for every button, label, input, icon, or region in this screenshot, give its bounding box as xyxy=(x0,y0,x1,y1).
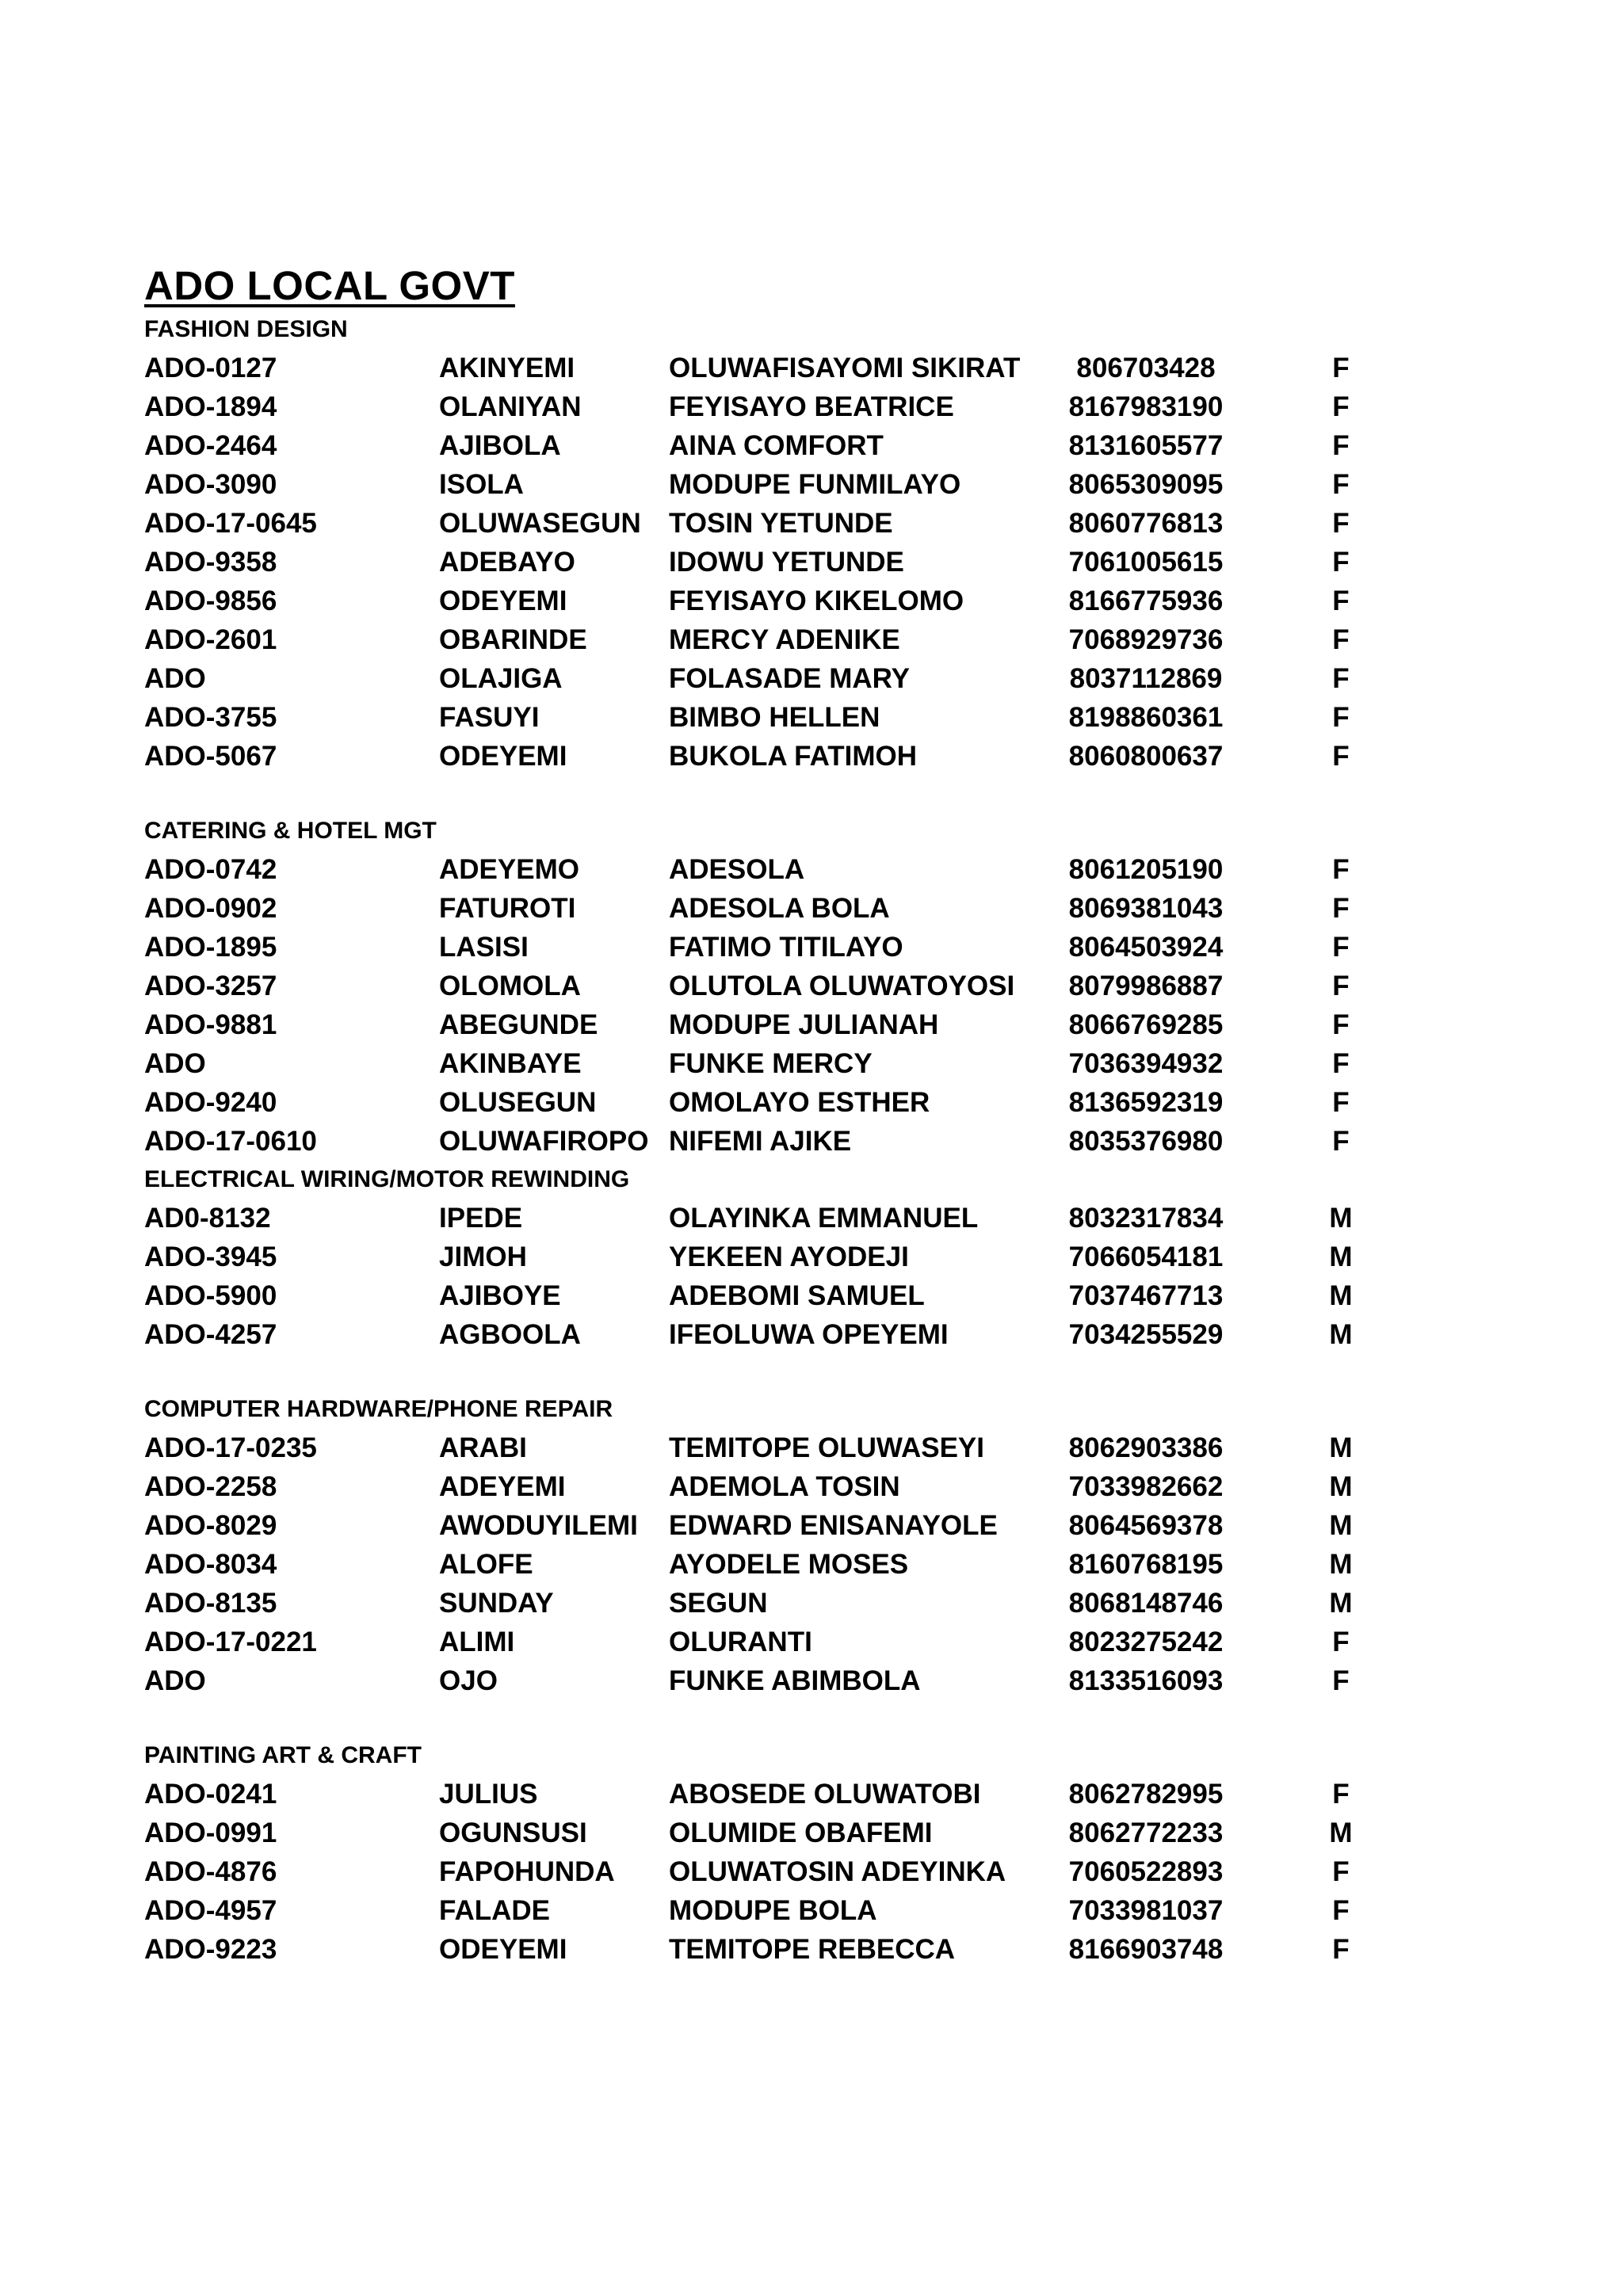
sex: F xyxy=(1332,585,1350,616)
table-row xyxy=(144,967,1381,1005)
surname: ARABI xyxy=(439,1432,527,1463)
other-names: MODUPE BOLA xyxy=(669,1895,877,1926)
surname: FASUYI xyxy=(439,702,540,733)
sex: F xyxy=(1332,1934,1350,1965)
other-names: ABOSEDE OLUWATOBI xyxy=(669,1779,981,1810)
registration-id: ADO-2258 xyxy=(144,1471,277,1502)
table-row xyxy=(144,543,1381,582)
table-row xyxy=(144,889,1381,928)
phone-number: 8032317834 xyxy=(1068,1203,1224,1234)
surname: SUNDAY xyxy=(439,1588,554,1619)
phone-number: 8062772233 xyxy=(1068,1817,1224,1848)
registration-id: ADO-17-0221 xyxy=(144,1627,317,1657)
registration-id: ADO-8135 xyxy=(144,1588,277,1619)
table-row xyxy=(144,1428,1381,1467)
phone-number: 8023275242 xyxy=(1068,1627,1224,1657)
table-row xyxy=(144,1005,1381,1044)
surname: ALIMI xyxy=(439,1627,515,1657)
phone-number: 8198860361 xyxy=(1068,702,1224,733)
other-names: MERCY ADENIKE xyxy=(669,624,900,655)
phone-number: 7033981037 xyxy=(1068,1895,1224,1926)
surname: AKINYEMI xyxy=(439,353,575,383)
document xyxy=(144,261,1381,1969)
table-row xyxy=(144,426,1381,465)
other-names: AINA COMFORT xyxy=(669,430,884,461)
sex: F xyxy=(1332,932,1350,963)
other-names: FOLASADE MARY xyxy=(669,663,910,694)
phone-number: 8160768195 xyxy=(1068,1549,1224,1580)
registration-id: ADO-1894 xyxy=(144,391,277,422)
other-names: IDOWU YETUNDE xyxy=(669,547,904,578)
other-names: OLAYINKA EMMANUEL xyxy=(669,1203,979,1234)
registration-id: ADO-17-0235 xyxy=(144,1432,317,1463)
registration-id: ADO-4257 xyxy=(144,1319,277,1350)
other-names: MODUPE JULIANAH xyxy=(669,1009,939,1040)
sex: F xyxy=(1332,1665,1350,1696)
registration-id: ADO-17-0610 xyxy=(144,1126,317,1157)
other-names: MODUPE FUNMILAYO xyxy=(669,469,961,500)
surname: ADEYEMO xyxy=(439,854,579,885)
table-row xyxy=(144,1122,1381,1161)
registration-id: ADO-5067 xyxy=(144,741,277,772)
other-names: SEGUN xyxy=(669,1588,768,1619)
surname: AKINBAYE xyxy=(439,1048,582,1079)
registration-id: ADO-17-0645 xyxy=(144,508,317,539)
registration-id: ADO-8034 xyxy=(144,1549,277,1580)
sections-container xyxy=(144,311,1381,1969)
sex: M xyxy=(1329,1549,1353,1580)
other-names: BIMBO HELLEN xyxy=(669,702,880,733)
section-title: CATERING & HOTEL MGT xyxy=(144,818,437,844)
sex: F xyxy=(1332,1779,1350,1810)
surname: OLUWAFIROPO xyxy=(439,1126,649,1157)
surname: IPEDE xyxy=(439,1203,523,1234)
sex: M xyxy=(1329,1432,1353,1463)
phone-number: 8079986887 xyxy=(1068,971,1224,1001)
surname: FATUROTI xyxy=(439,893,576,924)
sex: F xyxy=(1332,854,1350,885)
surname: OGUNSUSI xyxy=(439,1817,587,1848)
registration-id: ADO xyxy=(144,1048,206,1079)
sex: F xyxy=(1332,1627,1350,1657)
sex: F xyxy=(1332,391,1350,422)
phone-number: 806703428 xyxy=(1076,353,1216,383)
table-row xyxy=(144,1584,1381,1623)
sex: F xyxy=(1332,508,1350,539)
phone-number: 7036394932 xyxy=(1068,1048,1224,1079)
phone-number: 8133516093 xyxy=(1068,1665,1224,1696)
section-title: ELECTRICAL WIRING/MOTOR REWINDING xyxy=(144,1166,630,1192)
other-names: FEYISAYO BEATRICE xyxy=(669,391,954,422)
surname: ADEBAYO xyxy=(439,547,575,578)
registration-id: ADO-2464 xyxy=(144,430,277,461)
sex: M xyxy=(1329,1588,1353,1619)
sex: F xyxy=(1332,547,1350,578)
table-row xyxy=(144,1775,1381,1814)
phone-number: 7068929736 xyxy=(1068,624,1224,655)
sex: F xyxy=(1332,1856,1350,1887)
other-names: OMOLAYO ESTHER xyxy=(669,1087,930,1118)
other-names: TOSIN YETUNDE xyxy=(669,508,893,539)
other-names: OLURANTI xyxy=(669,1627,812,1657)
section xyxy=(144,1161,1381,1354)
phone-number: 8035376980 xyxy=(1068,1126,1224,1157)
surname: OBARINDE xyxy=(439,624,587,655)
sex: F xyxy=(1332,971,1350,1001)
registration-id: ADO-0991 xyxy=(144,1817,277,1848)
registration-id: ADO xyxy=(144,1665,206,1696)
registration-id: ADO-4957 xyxy=(144,1895,277,1926)
table-row xyxy=(144,349,1381,387)
registration-id: ADO-9240 xyxy=(144,1087,277,1118)
other-names: FUNKE ABIMBOLA xyxy=(669,1665,921,1696)
section-spacer xyxy=(144,1354,1381,1390)
phone-number: 7034255529 xyxy=(1068,1319,1224,1350)
registration-id: AD0-8132 xyxy=(144,1203,271,1234)
surname: AJIBOLA xyxy=(439,430,561,461)
surname: ODEYEMI xyxy=(439,585,567,616)
registration-id: ADO-4876 xyxy=(144,1856,277,1887)
table-row xyxy=(144,1506,1381,1545)
sex: F xyxy=(1332,893,1350,924)
other-names: BUKOLA FATIMOH xyxy=(669,741,918,772)
phone-number: 8069381043 xyxy=(1068,893,1224,924)
phone-number: 8064569378 xyxy=(1068,1510,1224,1541)
other-names: IFEOLUWA OPEYEMI xyxy=(669,1319,949,1350)
phone-number: 8064503924 xyxy=(1068,932,1224,963)
surname: OLUSEGUN xyxy=(439,1087,597,1118)
table-row xyxy=(144,465,1381,504)
other-names: OLUMIDE OBAFEMI xyxy=(669,1817,933,1848)
sex: F xyxy=(1332,1087,1350,1118)
phone-number: 8131605577 xyxy=(1068,430,1224,461)
sex: M xyxy=(1329,1280,1353,1311)
phone-number: 8060800637 xyxy=(1068,741,1224,772)
surname: OLAJIGA xyxy=(439,663,563,694)
table-row xyxy=(144,1238,1381,1276)
surname: ADEYEMI xyxy=(439,1471,566,1502)
table-row xyxy=(144,1276,1381,1315)
surname: OJO xyxy=(439,1665,498,1696)
section-spacer xyxy=(144,1700,1381,1737)
surname: LASISI xyxy=(439,932,529,963)
sex: F xyxy=(1332,1009,1350,1040)
surname: FAPOHUNDA xyxy=(439,1856,615,1887)
section xyxy=(144,812,1381,1161)
registration-id: ADO xyxy=(144,663,206,694)
table-row xyxy=(144,1199,1381,1238)
table-row xyxy=(144,1315,1381,1354)
surname: AJIBOYE xyxy=(439,1280,561,1311)
registration-id: ADO-9358 xyxy=(144,547,277,578)
phone-number: 8037112869 xyxy=(1069,663,1223,694)
phone-number: 8166775936 xyxy=(1068,585,1224,616)
phone-number: 7037467713 xyxy=(1068,1280,1224,1311)
sex: F xyxy=(1332,663,1350,694)
surname: AGBOOLA xyxy=(439,1319,581,1350)
phone-number: 8060776813 xyxy=(1068,508,1224,539)
sex: F xyxy=(1332,430,1350,461)
other-names: OLUTOLA OLUWATOYOSI xyxy=(669,971,1015,1001)
sex: M xyxy=(1329,1319,1353,1350)
sex: F xyxy=(1332,353,1350,383)
sex: M xyxy=(1329,1241,1353,1272)
section-title: COMPUTER HARDWARE/PHONE REPAIR xyxy=(144,1396,613,1422)
section xyxy=(144,1390,1381,1700)
surname: AWODUYILEMI xyxy=(439,1510,638,1541)
sex: F xyxy=(1332,469,1350,500)
table-row xyxy=(144,1623,1381,1661)
registration-id: ADO-0127 xyxy=(144,353,277,383)
table-row xyxy=(144,1891,1381,1930)
page-title: ADO LOCAL GOVT xyxy=(144,263,515,308)
registration-id: ADO-0241 xyxy=(144,1779,277,1810)
registration-id: ADO-0742 xyxy=(144,854,277,885)
phone-number: 7060522893 xyxy=(1068,1856,1224,1887)
other-names: ADEMOLA TOSIN xyxy=(669,1471,900,1502)
registration-id: ADO-3257 xyxy=(144,971,277,1001)
table-row xyxy=(144,1930,1381,1969)
table-row xyxy=(144,1044,1381,1083)
table-row xyxy=(144,698,1381,737)
registration-id: ADO-8029 xyxy=(144,1510,277,1541)
section xyxy=(144,311,1381,776)
surname: JIMOH xyxy=(439,1241,527,1272)
other-names: ADEBOMI SAMUEL xyxy=(669,1280,925,1311)
table-row xyxy=(144,1814,1381,1852)
phone-number: 8166903748 xyxy=(1068,1934,1224,1965)
surname: OLANIYAN xyxy=(439,391,582,422)
registration-id: ADO-5900 xyxy=(144,1280,277,1311)
sex: F xyxy=(1332,702,1350,733)
surname: JULIUS xyxy=(439,1779,538,1810)
section-title: PAINTING ART & CRAFT xyxy=(144,1742,422,1768)
sex: M xyxy=(1329,1817,1353,1848)
table-row xyxy=(144,737,1381,776)
phone-number: 7061005615 xyxy=(1068,547,1224,578)
table-row xyxy=(144,1467,1381,1506)
phone-number: 8062903386 xyxy=(1068,1432,1224,1463)
registration-id: ADO-9881 xyxy=(144,1009,277,1040)
sex: F xyxy=(1332,624,1350,655)
phone-number: 8136592319 xyxy=(1068,1087,1224,1118)
surname: ISOLA xyxy=(439,469,524,500)
other-names: OLUWATOSIN ADEYINKA xyxy=(669,1856,1006,1887)
other-names: OLUWAFISAYOMI SIKIRAT xyxy=(669,353,1021,383)
other-names: FUNKE MERCY xyxy=(669,1048,873,1079)
other-names: TEMITOPE REBECCA xyxy=(669,1934,956,1965)
other-names: TEMITOPE OLUWASEYI xyxy=(669,1432,985,1463)
registration-id: ADO-2601 xyxy=(144,624,277,655)
sex: F xyxy=(1332,1048,1350,1079)
phone-number: 7066054181 xyxy=(1068,1241,1224,1272)
surname: ABEGUNDE xyxy=(439,1009,598,1040)
surname: ODEYEMI xyxy=(439,1934,567,1965)
sex: F xyxy=(1332,741,1350,772)
surname: ALOFE xyxy=(439,1549,533,1580)
registration-id: ADO-3945 xyxy=(144,1241,277,1272)
table-row xyxy=(144,1852,1381,1891)
sex: F xyxy=(1332,1126,1350,1157)
phone-number: 8068148746 xyxy=(1068,1588,1224,1619)
table-row xyxy=(144,387,1381,426)
other-names: NIFEMI AJIKE xyxy=(669,1126,852,1157)
surname: FALADE xyxy=(439,1895,550,1926)
phone-number: 8061205190 xyxy=(1068,854,1224,885)
registration-id: ADO-1895 xyxy=(144,932,277,963)
registration-id: ADO-9223 xyxy=(144,1934,277,1965)
table-row xyxy=(144,1083,1381,1122)
table-row xyxy=(144,1545,1381,1584)
table-row xyxy=(144,928,1381,967)
other-names: EDWARD ENISANAYOLE xyxy=(669,1510,998,1541)
table-row xyxy=(144,850,1381,889)
table-row xyxy=(144,1661,1381,1700)
phone-number: 8065309095 xyxy=(1068,469,1224,500)
phone-number: 7033982662 xyxy=(1068,1471,1224,1502)
registration-id: ADO-0902 xyxy=(144,893,277,924)
phone-number: 8066769285 xyxy=(1068,1009,1224,1040)
table-row xyxy=(144,582,1381,620)
section-title: FASHION DESIGN xyxy=(144,316,348,342)
surname: OLOMOLA xyxy=(439,971,581,1001)
table-row xyxy=(144,659,1381,698)
sex: M xyxy=(1329,1510,1353,1541)
phone-number: 8062782995 xyxy=(1068,1779,1224,1810)
registration-id: ADO-3755 xyxy=(144,702,277,733)
section-spacer xyxy=(144,776,1381,812)
other-names: YEKEEN AYODEJI xyxy=(669,1241,909,1272)
other-names: ADESOLA BOLA xyxy=(669,893,890,924)
section xyxy=(144,1737,1381,1969)
sex: M xyxy=(1329,1471,1353,1502)
table-row xyxy=(144,620,1381,659)
other-names: ADESOLA xyxy=(669,854,805,885)
registration-id: ADO-9856 xyxy=(144,585,277,616)
other-names: FEYISAYO KIKELOMO xyxy=(669,585,964,616)
table-row xyxy=(144,504,1381,543)
phone-number: 8167983190 xyxy=(1068,391,1224,422)
other-names: AYODELE MOSES xyxy=(669,1549,909,1580)
other-names: FATIMO TITILAYO xyxy=(669,932,903,963)
sex: F xyxy=(1332,1895,1350,1926)
surname: ODEYEMI xyxy=(439,741,567,772)
registration-id: ADO-3090 xyxy=(144,469,277,500)
surname: OLUWASEGUN xyxy=(439,508,641,539)
sex: M xyxy=(1329,1203,1353,1234)
